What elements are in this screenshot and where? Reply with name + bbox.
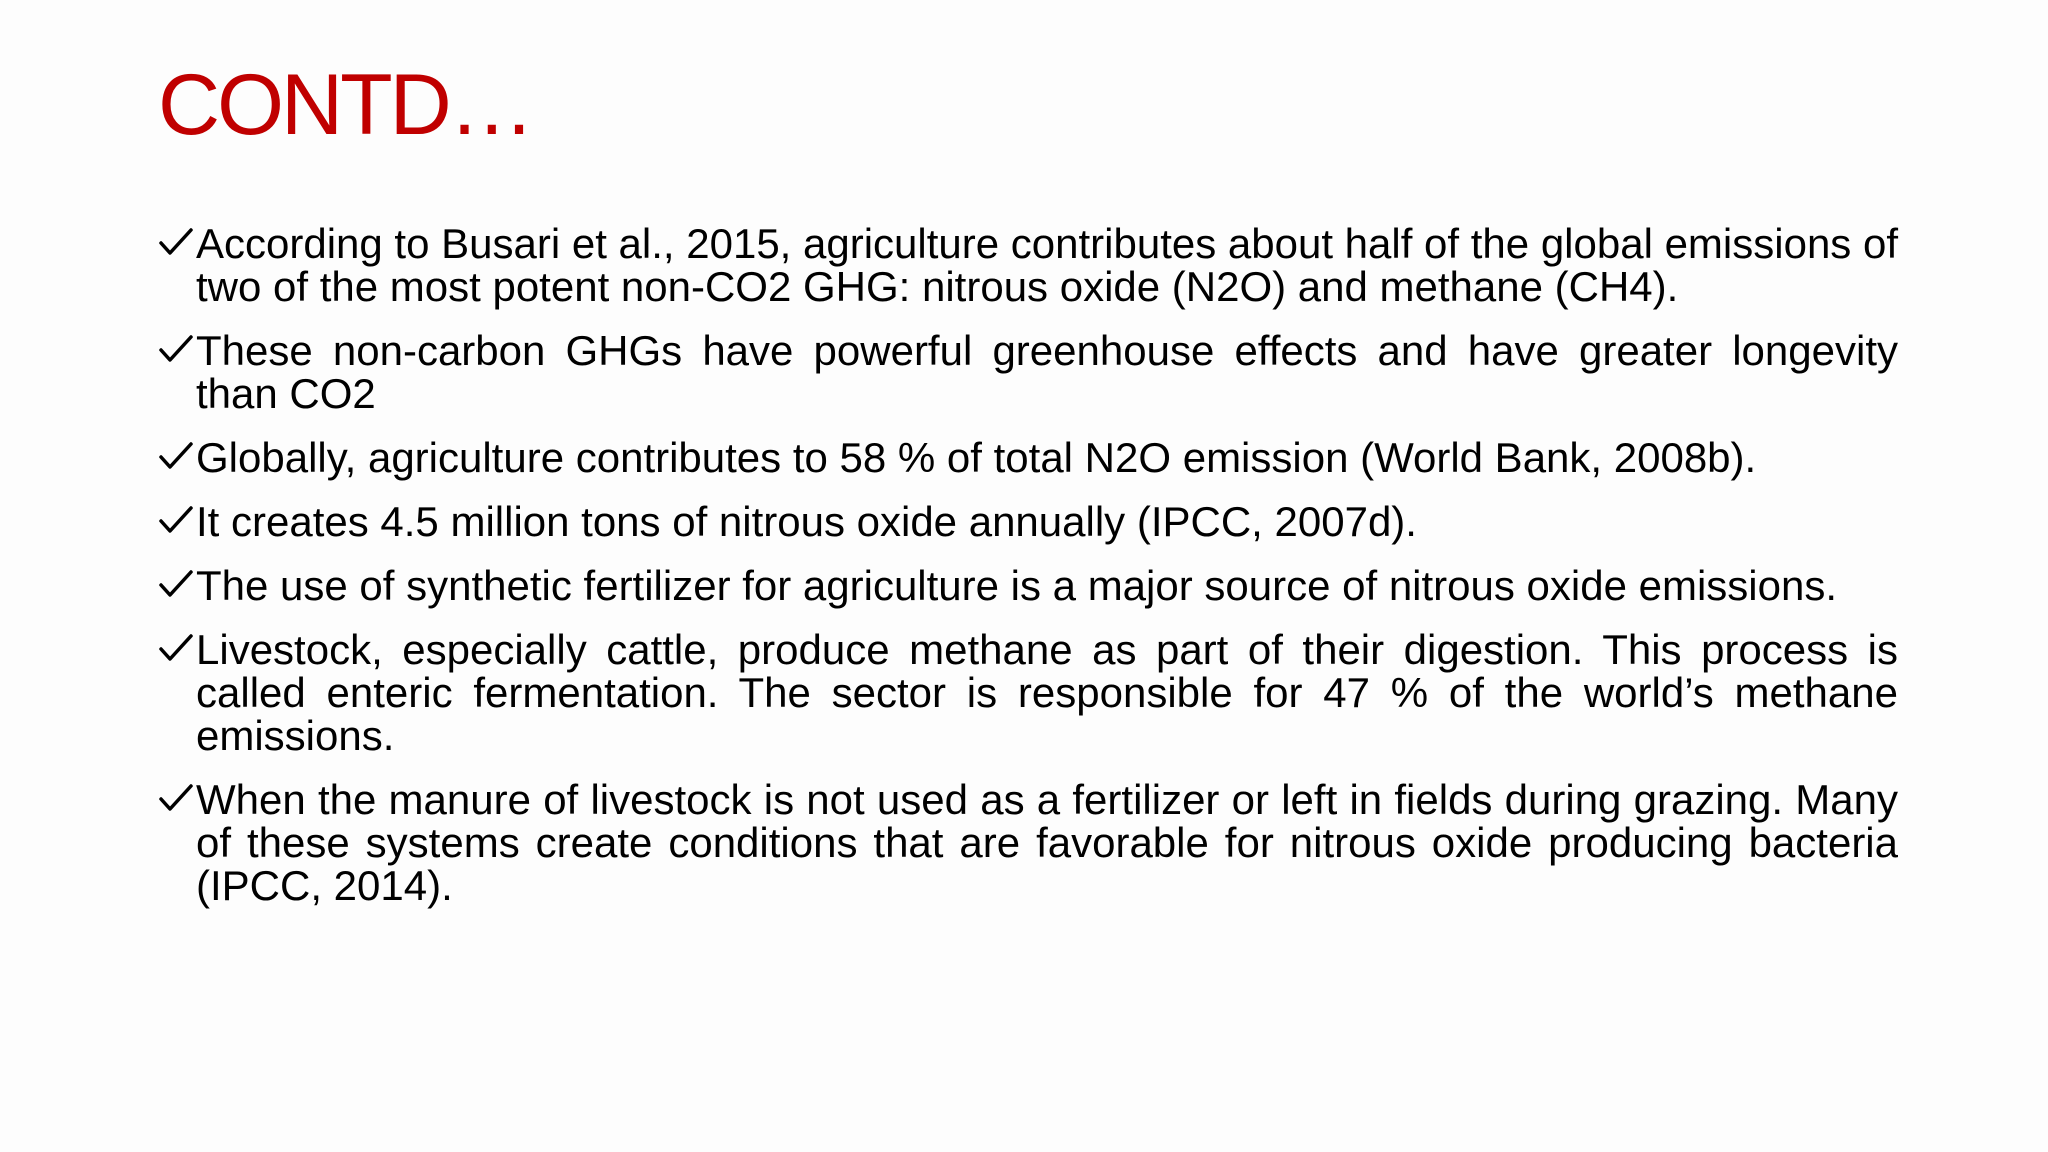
check-icon [158, 566, 194, 602]
check-icon [158, 502, 194, 538]
bullet-text: According to Busari et al., 2015, agriculture contributes about half of the global emissions of two of the most potent non-CO2 GHG: nitrous oxide (N2O) and methane (CH4). [196, 220, 1898, 310]
bullet-text: The use of synthetic fertilizer for agriculture is a major source of nitrous oxide emissions. [196, 562, 1838, 609]
bullet-text: Globally, agriculture contributes to 58 % of total N2O emission (World Bank, 2008b). [196, 434, 1757, 481]
bullet-list [158, 222, 1898, 928]
bullet-text: These non-carbon GHGs have powerful greenhouse effects and have greater longevity than CO2 [196, 327, 1898, 417]
bullet-item [158, 778, 1898, 907]
bullet-text: Livestock, especially cattle, produce methane as part of their digestion. This process is called enteric fermentation. The sector is responsible for 47 % of the world’s methane emissions. [196, 626, 1898, 759]
check-icon [158, 630, 194, 666]
bullet-item [158, 628, 1898, 757]
bullet-item [158, 500, 1898, 543]
check-icon [158, 331, 194, 367]
check-icon [158, 224, 194, 260]
check-icon [158, 780, 194, 816]
bullet-text: When the manure of livestock is not used as a fertilizer or left in fields during grazing. Many of these systems create conditions that are favorable for nitrous oxide producing bacteria (IPCC, 2014). [196, 776, 1898, 909]
bullet-item [158, 329, 1898, 415]
bullet-text: It creates 4.5 million tons of nitrous oxide annually (IPCC, 2007d). [196, 498, 1417, 545]
slide-title: CONTD… [158, 57, 532, 153]
check-icon [158, 438, 194, 474]
bullet-item [158, 436, 1898, 479]
bullet-item [158, 564, 1898, 607]
bullet-item [158, 222, 1898, 308]
